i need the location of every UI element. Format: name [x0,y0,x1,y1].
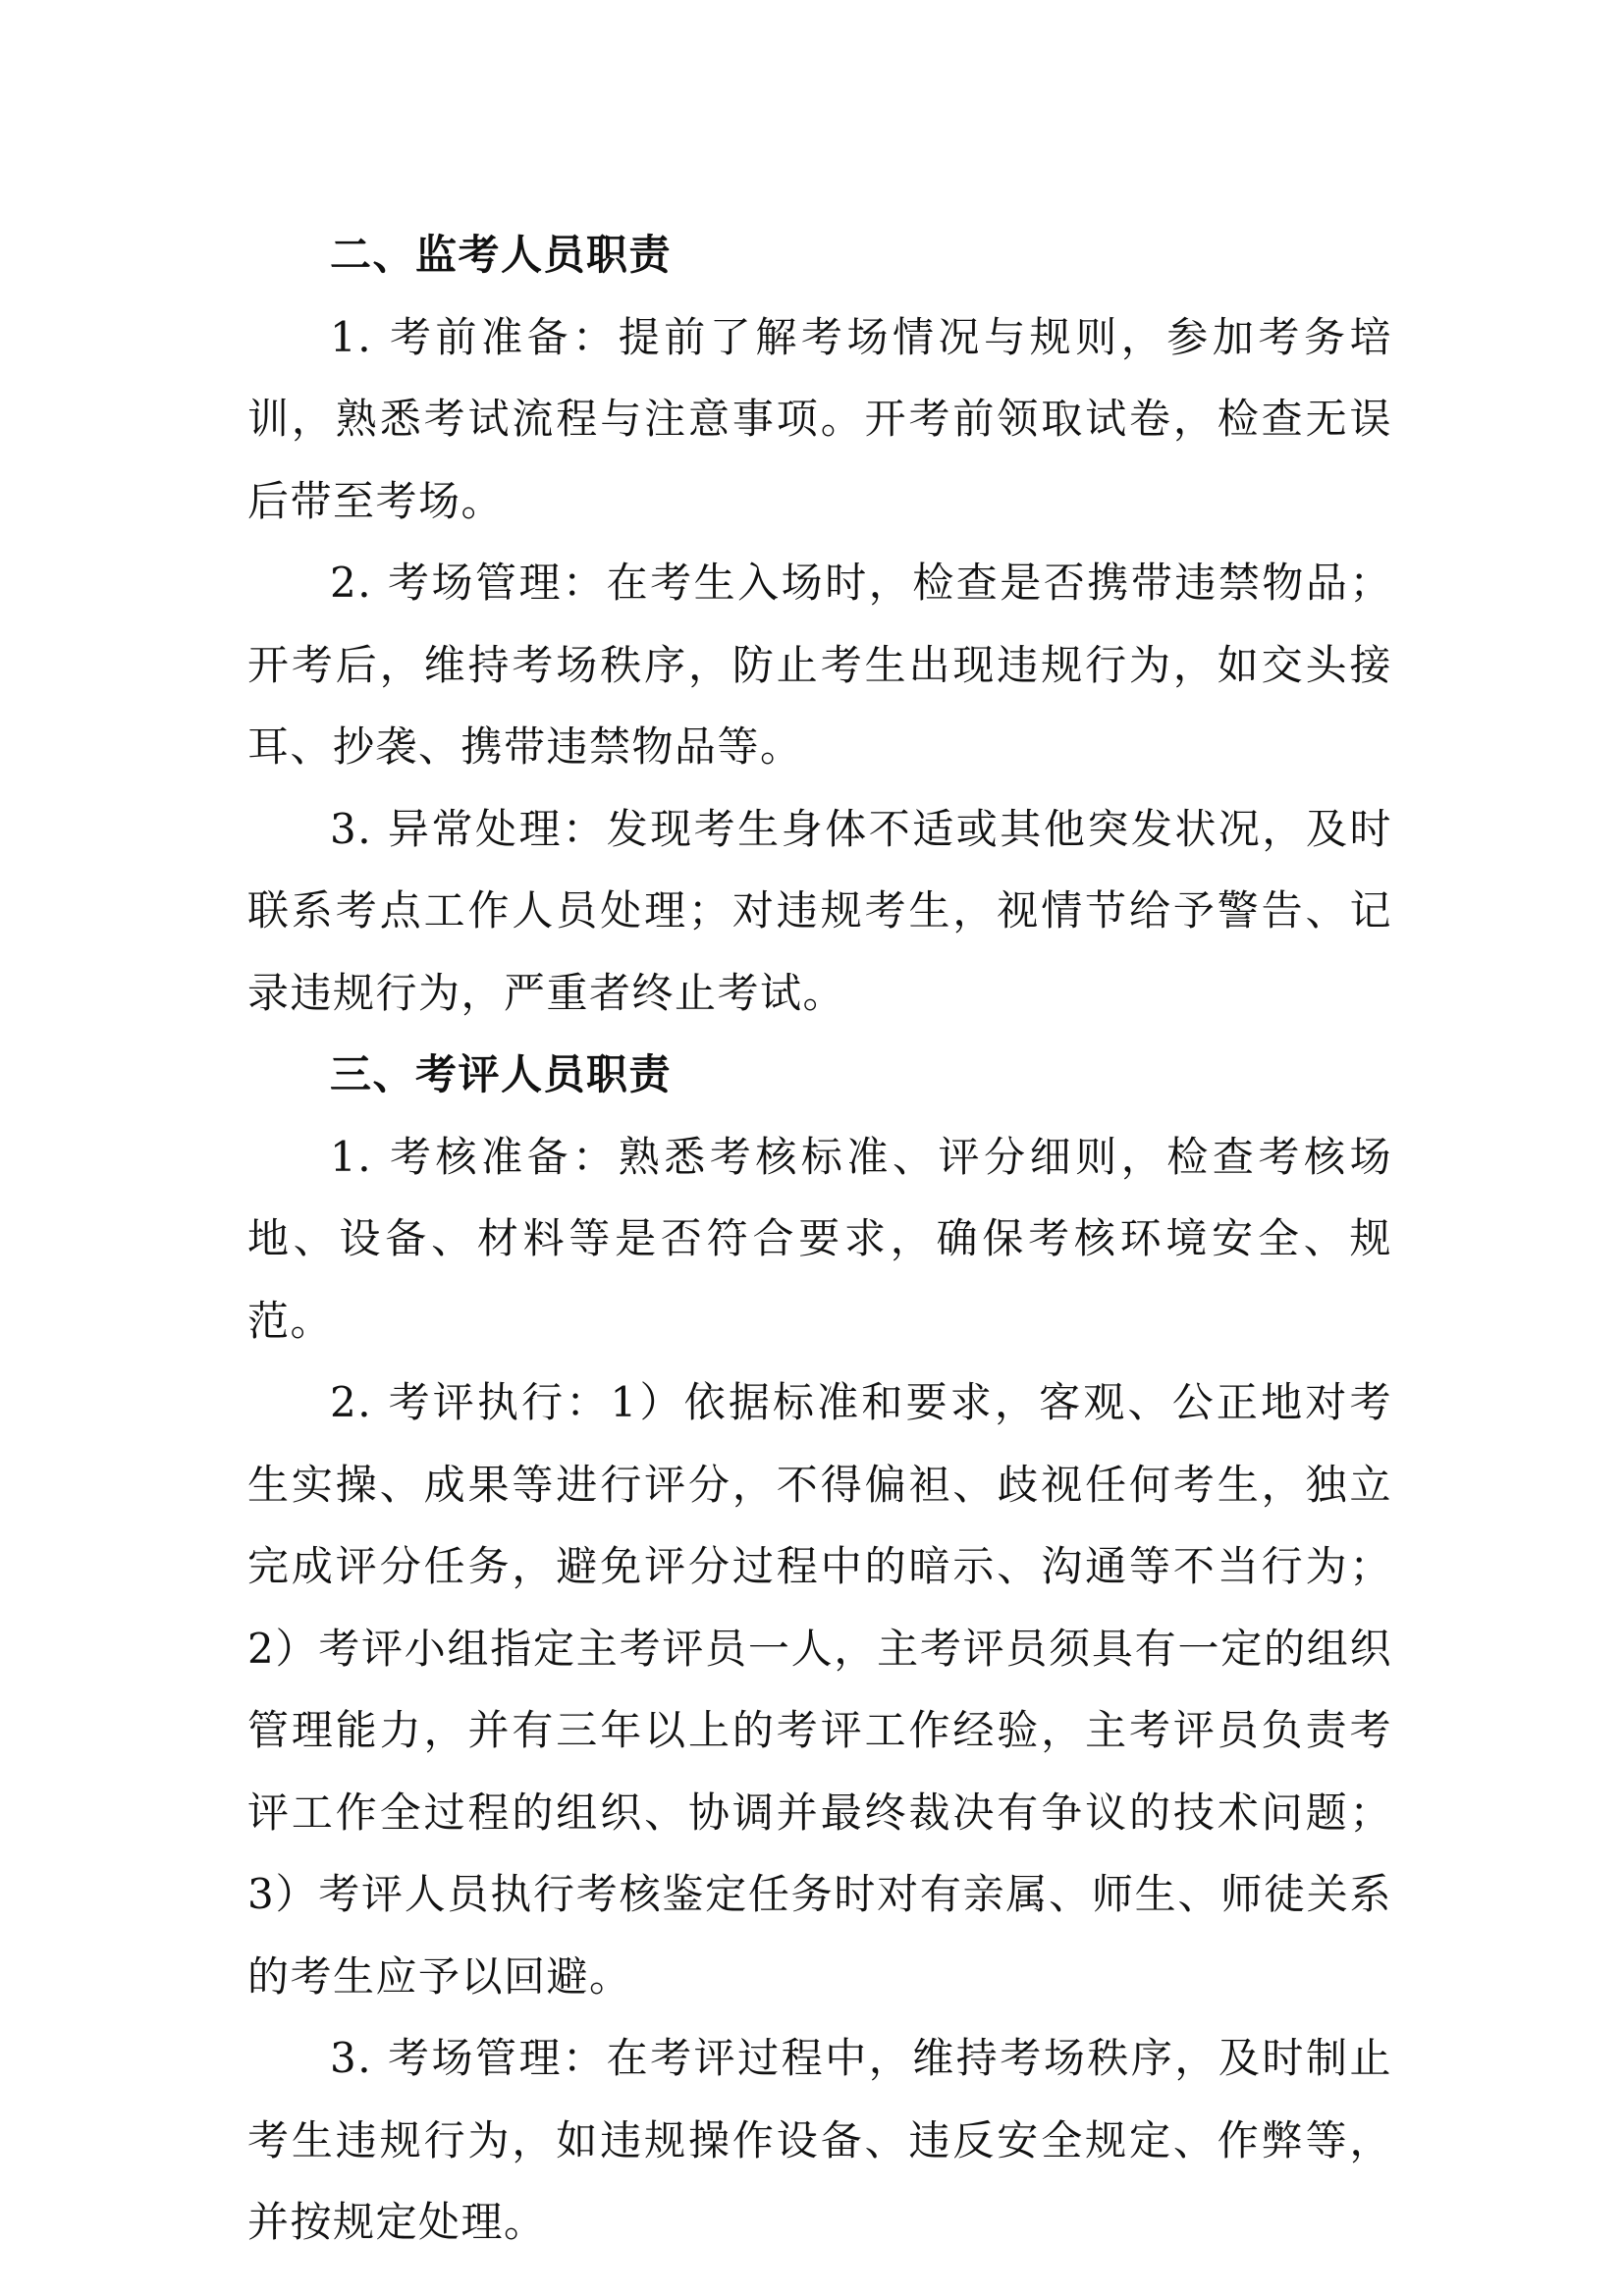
document-body [247,214,1392,2264]
paragraph-invigilator-room-management: 2. 考场管理：在考生入场时，检查是否携带违禁物品；开考后，维持考场秩序，防止考生出现违规行为，如交头接耳、抄袭、携带违禁物品等。 [247,559,1392,771]
section-heading-invigilator: 二、监考人员职责 [330,231,673,279]
section-heading-evaluator: 三、考评人员职责 [330,1050,673,1098]
paragraph-invigilator-preparation: 1. 考前准备：提前了解考场情况与规则，参加考务培训，熟悉考试流程与注意事项。开考前领取试卷，检查无误后带至考场。 [247,312,1392,525]
paragraph-invigilator-exception-handling: 3. 异常处理：发现考生身体不适或其他突发状况，及时联系考点工作人员处理；对违规考生，视情节给予警告、记录违规行为，严重者终止考试。 [247,804,1392,1017]
paragraph-evaluator-execution: 2. 考评执行：1）依据标准和要求，客观、公正地对考生实操、成果等进行评分，不得偏袒、歧视任何考生，独立完成评分任务，避免评分过程中的暗示、沟通等不当行为；2）考评小组指定主考评员一人，主考评员须具有一定的组织管理能力，并有三年以上的考评工作经验，主考评员负责考评工作全过程的组织、协调并最终裁决有争议的技术问题；3）考评人员执行考核鉴定任务时对有亲属、师生、师徒关系的考生应予以回避。 [247,1378,1392,2001]
paragraph-evaluator-preparation: 1. 考核准备：熟悉考核标准、评分细则，检查考核场地、设备、材料等是否符合要求，确保考核环境安全、规范。 [247,1132,1392,1345]
paragraph-evaluator-room-management: 3. 考场管理：在考评过程中，维持考场秩序，及时制止考生违规行为，如违规操作设备、违反安全规定、作弊等，并按规定处理。 [247,2034,1392,2246]
